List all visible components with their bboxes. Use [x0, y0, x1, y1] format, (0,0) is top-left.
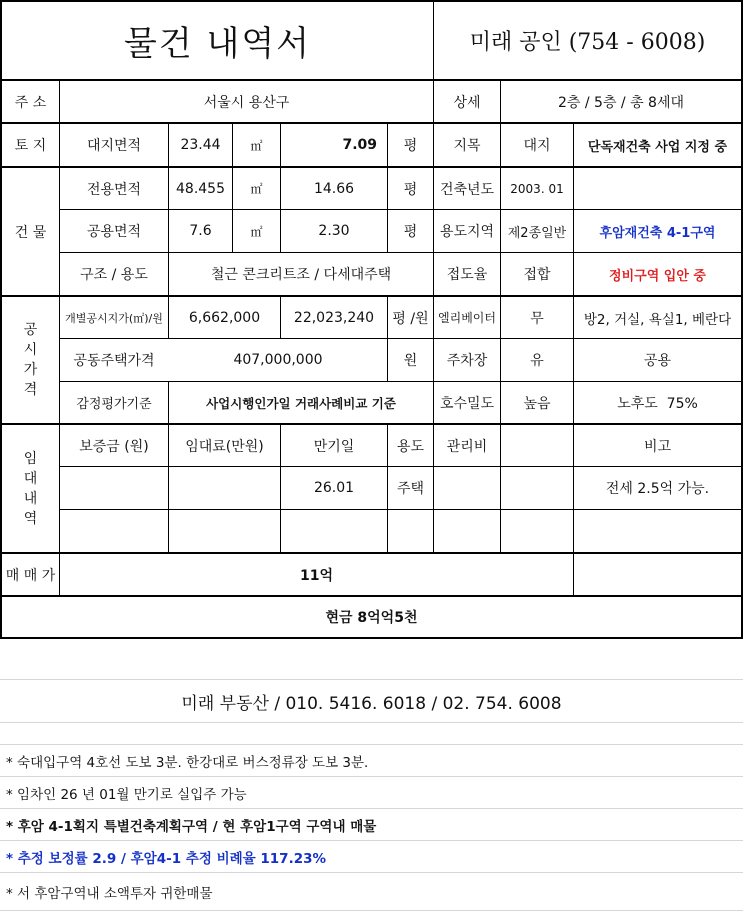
road-ratio-value: 접합 [523, 267, 551, 283]
common-unit-m2: ㎡ [250, 224, 263, 239]
note-item: * 추정 보정률 2.9 / 후암4-1 추정 비례율 117.23% [6, 850, 327, 867]
structure-value: 철근 콘크리트조 / 다세대주택 [210, 267, 392, 283]
land-price-label: 개별공시지가(㎡)/원 [65, 311, 163, 325]
land-price-value: 6,662,000 [188, 309, 261, 326]
public-price-char: 가 [23, 362, 38, 378]
land-area-m2: 23.44 [180, 137, 221, 153]
exclusive-area-pyeong: 14.66 [313, 180, 355, 197]
lease-row2-remark [574, 510, 741, 552]
common-area-m2: 7.6 [189, 223, 212, 239]
public-price-label [2, 297, 59, 423]
built-year-extra [574, 168, 741, 209]
lease-row1-remark: 전세 2.5억 가능. [605, 481, 710, 497]
parking-value: 유 [530, 353, 544, 369]
address-label: 주 소 [14, 94, 47, 111]
note-item: * 후암 4-1획지 특별건축계획구역 / 현 후암1구역 구역내 매물 [6, 818, 377, 835]
density-value: 높음 [523, 395, 551, 412]
lease-row1-fee [434, 467, 500, 509]
exclusive-area-label: 전용면적 [86, 181, 142, 198]
density-label: 호수밀도 [439, 395, 495, 412]
land-label: 토 지 [14, 138, 47, 154]
cash-amount: 현금 8억억5천 [325, 610, 418, 626]
elevator-value: 무 [530, 310, 544, 327]
lease-header-remark: 비고 [643, 438, 672, 455]
lease-char: 역 [23, 510, 38, 527]
elevator-label: 엘리베이터 [438, 311, 496, 325]
public-price-char: 공 [23, 322, 38, 338]
aging-rate: 노후도 75% [617, 395, 698, 412]
lease-header-rent: 임대료(만원) [185, 438, 264, 455]
lease-row2-deposit [60, 510, 168, 552]
lease-header-use: 용도 [396, 438, 425, 455]
exclusive-area-m2: 48.455 [176, 180, 225, 197]
zone-note: 후암재건축 4-1구역 [599, 225, 716, 241]
building-label: 건 물 [14, 224, 47, 241]
room-composition: 방2, 거실, 욕실1, 베란다 [583, 311, 732, 328]
common-area-label: 공용면적 [86, 224, 142, 240]
common-area-pyeong: 2.30 [318, 223, 350, 239]
lease-row1-use: 주택 [396, 481, 425, 497]
housing-price-value: 407,000,000 [233, 352, 323, 368]
lease-char: 대 [23, 470, 38, 487]
note-item: * 서 후암구역내 소액투자 귀한매물 [6, 885, 213, 902]
land-unit-pyeong: 평 [403, 138, 418, 154]
lease-row2-rent [169, 510, 280, 552]
detail-value: 2층 / 5층 / 총 8세대 [557, 94, 685, 111]
land-unit-m2: ㎡ [250, 138, 263, 153]
lease-row1-rent [169, 467, 280, 509]
common-unit-pyeong: 평 [403, 224, 418, 240]
parking-type: 공용 [643, 353, 672, 369]
lease-row2-use [388, 510, 433, 552]
appraisal-value: 사업시행인가일 거래사례비교 기준 [206, 395, 396, 411]
lease-char: 내 [23, 490, 38, 507]
note-item: * 임차인 26 년 01월 만기로 실입주 가능 [6, 786, 247, 803]
land-note: 단독재건축 사업 지정 중 [587, 139, 728, 155]
office-name: 미래 공인 (754 - 6008) [469, 30, 706, 55]
housing-price-unit: 원 [403, 353, 418, 369]
parking-label: 주차장 [446, 353, 488, 369]
land-price-per-pyeong: 22,023,240 [293, 309, 375, 326]
lease-row1-deposit [60, 467, 168, 509]
sale-price-label: 매 매 가 [5, 567, 56, 584]
road-ratio-label: 접도율 [446, 267, 488, 283]
land-price-unit: 평 /원 [392, 310, 429, 327]
zone-label: 용도지역 [439, 224, 495, 240]
lease-row2-fee [434, 510, 500, 552]
lease-header-fee: 관리비 [446, 438, 488, 455]
document-title: 물건 내역서 [123, 24, 312, 64]
zone-value: 제2종일반 [507, 225, 567, 241]
land-category-value: 대지 [523, 138, 551, 154]
contact-info: 미래 부동산 / 010. 5416. 6018 / 02. 754. 6008 [181, 693, 562, 714]
sale-price-value: 11억 [299, 567, 333, 584]
lease-header-expiry: 만기일 [313, 438, 355, 455]
land-category-label: 지목 [453, 138, 481, 154]
appraisal-label: 감정평가기준 [76, 397, 152, 412]
redevelopment-note: 정비구역 입안 중 [609, 268, 706, 284]
lease-char: 임 [23, 450, 38, 467]
public-price-char: 시 [23, 342, 38, 358]
structure-label: 구조 / 용도 [80, 267, 148, 283]
housing-price-label: 공동주택가격 [73, 353, 155, 369]
built-year-label: 건축년도 [439, 181, 495, 198]
lease-row1-expiry: 26.01 [313, 480, 355, 496]
exclusive-unit-pyeong: 평 [403, 181, 418, 198]
lease-header-deposit: 보증금 (원) [79, 438, 149, 455]
exclusive-unit-m2: ㎡ [250, 182, 263, 196]
address-value: 서울시 용산구 [203, 94, 290, 111]
detail-label: 상세 [453, 94, 481, 111]
lease-label [2, 425, 59, 552]
land-area-label: 대지면적 [86, 138, 142, 154]
lease-row2-expiry [281, 510, 387, 552]
land-area-pyeong: 7.09 [342, 137, 377, 153]
note-item: * 숙대입구역 4호선 도보 3분. 한강대로 버스정류장 도보 3분. [6, 754, 369, 771]
built-year-value: 2003. 01 [510, 181, 564, 196]
public-price-char: 격 [23, 382, 38, 398]
